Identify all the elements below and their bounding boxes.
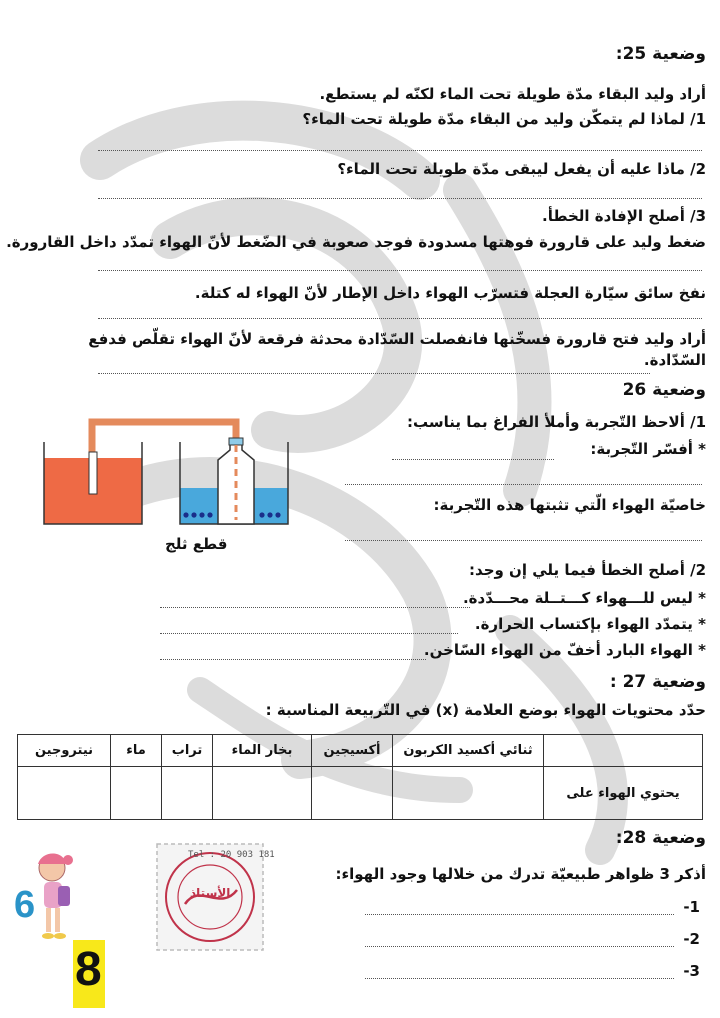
table-answer-row: [18, 767, 703, 820]
s28-answer-line-1[interactable]: [365, 914, 674, 915]
s25-statement-3b: السّدّادة.: [643, 351, 706, 369]
s28-question: أذكر 3 ظواهر طبيعيّة تدرك من خلالها وجود الهواء:: [335, 865, 706, 883]
s28-item-2: -2: [683, 930, 700, 948]
s25-answer-line-2[interactable]: [98, 198, 702, 199]
s25-answer-line-4[interactable]: [98, 318, 702, 319]
s28-answer-line-2[interactable]: [365, 946, 674, 947]
checkbox-soil[interactable]: [162, 767, 213, 820]
s25-statement-3a: أراد وليد فتح قارورة فسخّنها فانفصلت السّدّادة محدثة فرقعة لأنّ الهواء تقلّص فدفع: [88, 330, 706, 348]
checkbox-water-vapor[interactable]: [213, 767, 312, 820]
checkbox-carbon-dioxide[interactable]: [393, 767, 544, 820]
s25-answer-line-5[interactable]: [98, 373, 650, 374]
s26-error-line-3[interactable]: [160, 659, 426, 660]
s26-explain-line-2[interactable]: [345, 484, 702, 485]
col-carbon-dioxide: ثنائي أكسيد الكربون: [393, 735, 544, 767]
s25-answer-line-1[interactable]: [98, 150, 702, 151]
stamp-name: الأستاذ: [190, 886, 231, 900]
s26-question-1: 1/ ألاحظ التّجربة وأملأ الفراغ بما يناسب:: [407, 413, 706, 431]
bottle-stopper: [229, 438, 243, 445]
col-nitrogen: نيتروجين: [18, 735, 111, 767]
s25-question-2: 2/ ماذا عليه أن يفعل ليبقى مدّة طويلة تحت الماء؟: [337, 160, 706, 178]
s25-statement-2: نفخ سائق سيّارة العجلة فتسرّب الهواء داخل الإطار لأنّ الهواء له كتلة.: [194, 284, 706, 302]
checkbox-nitrogen[interactable]: [18, 767, 111, 820]
s26-error-2: * يتمدّد الهواء بإكتساب الحرارة.: [474, 615, 706, 633]
s27-instruction: حدّد محتويات الهواء بوضع العلامة (x) في التّربيعة المناسبة :: [265, 701, 706, 719]
col-soil: تراب: [162, 735, 213, 767]
s28-title: وضعية 28:: [615, 828, 706, 848]
s25-answer-line-3[interactable]: [98, 270, 702, 271]
s25-title: وضعية 25:: [615, 44, 706, 64]
s26-title: وضعية 26: [622, 380, 706, 400]
s26-question-2: 2/ أصلح الخطأ فيما يلي إن وجد:: [469, 561, 706, 579]
grade-number: 6: [14, 884, 36, 926]
page-number-box: [73, 940, 105, 1008]
s27-title: وضعية 27 :: [609, 672, 706, 692]
checkbox-oxygen[interactable]: [312, 767, 393, 820]
s28-item-1: -1: [683, 898, 700, 916]
s28-item-3: -3: [683, 962, 700, 980]
air-contents-table: [17, 734, 703, 820]
s26-explain-line-1[interactable]: [392, 459, 554, 460]
table-corner-cell: [544, 735, 703, 767]
stamp-tel: Tel : 20 903 181: [188, 850, 275, 860]
s26-error-line-2[interactable]: [160, 633, 458, 634]
s26-error-3: * الهواء البارد أخفّ من الهواء السّاخن.: [423, 641, 706, 659]
checkbox-water[interactable]: [111, 767, 162, 820]
s26-explain-label: * أفسّر التّجربة:: [590, 440, 706, 458]
experiment-diagram: [36, 412, 296, 542]
s25-question-1: 1/ لماذا لم يتمكّن وليد من البقاء مدّة طويلة تحت الماء؟: [302, 110, 706, 128]
s26-error-1: * ليس للـــهواء كـــتــلة محـــدّدة.: [462, 589, 706, 607]
s26-property-line[interactable]: [345, 540, 702, 541]
col-water-vapor: بخار الماء: [213, 735, 312, 767]
col-oxygen: أكسيجين: [312, 735, 393, 767]
s26-error-line-1[interactable]: [160, 607, 470, 608]
s25-statement-1: ضغط وليد على قارورة فوهتها مسدودة فوجد صعوبة في الضّغط لأنّ الهواء تمدّد داخل القارورة.: [6, 233, 706, 251]
row-label-air-contains: يحتوي الهواء على: [544, 767, 703, 820]
ice-label: قطع ثلج: [165, 535, 228, 553]
s26-property-label: خاصيّة الهواء الّتي تثبتها هذه التّجربة:: [433, 496, 706, 514]
table-header-row: [18, 735, 703, 767]
s28-answer-line-3[interactable]: [365, 978, 674, 979]
page-number: 8: [75, 943, 102, 996]
s25-intro: أراد وليد البقاء مدّة طويلة تحت الماء لكنّه لم يستطع.: [319, 85, 706, 103]
col-water: ماء: [111, 735, 162, 767]
tube-end: [89, 452, 97, 494]
s25-question-3: 3/ أصلح الإفادة الخطأ.: [542, 207, 706, 225]
